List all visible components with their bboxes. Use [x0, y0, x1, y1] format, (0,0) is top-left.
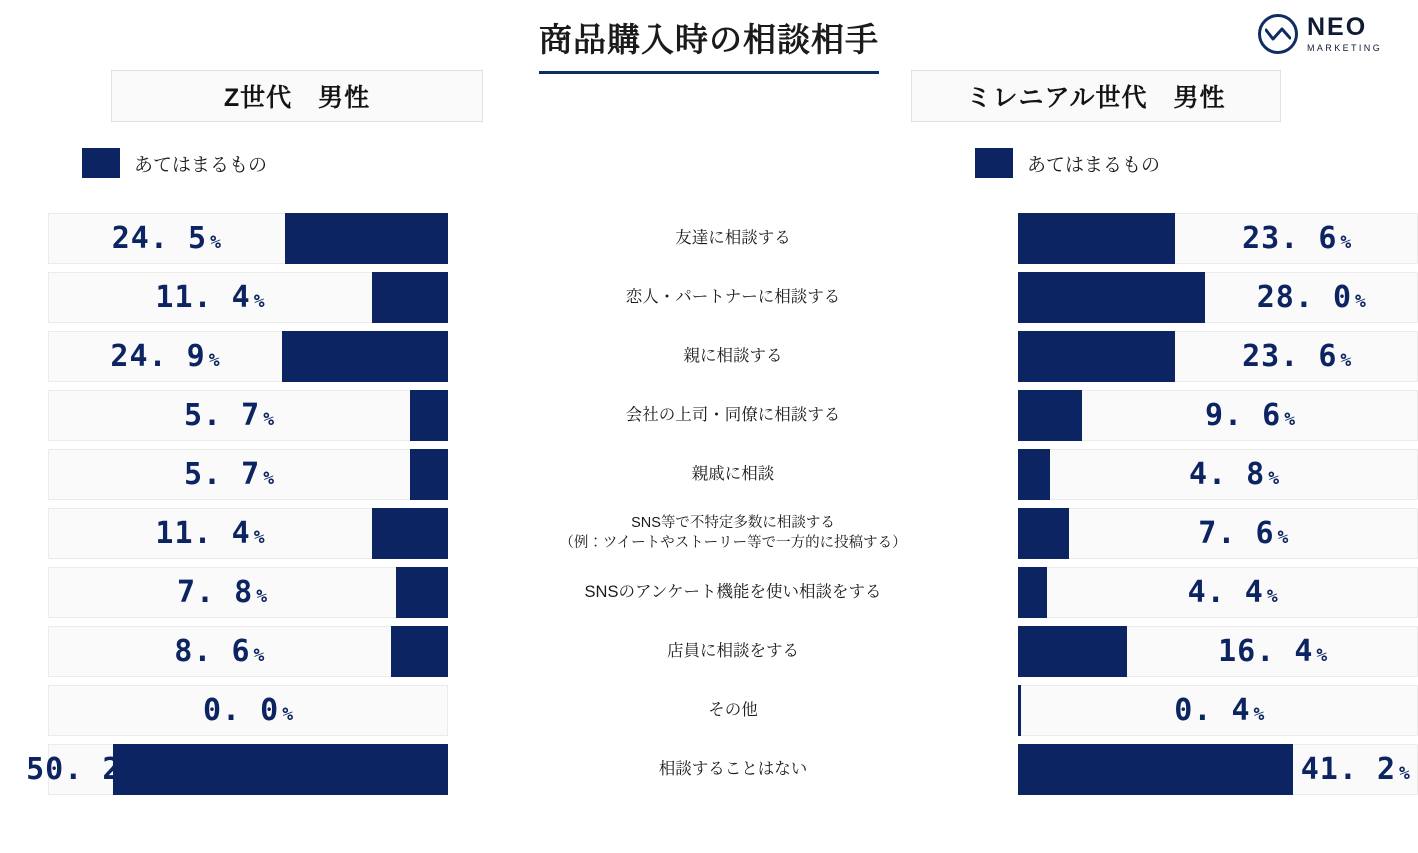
- bar-value-percent-sign: %: [282, 704, 294, 725]
- bar-value-number: 0. 0: [202, 693, 280, 728]
- category-label: SNS等で不特定多数に相談する （例：ツイートやストーリー等で一方的に投稿する）: [559, 514, 907, 551]
- category-label: 親に相談する: [683, 347, 783, 366]
- bar-value-right: [1293, 740, 1418, 799]
- bar-group-right: [1018, 445, 1418, 504]
- bar-group-left: [48, 268, 448, 327]
- bar-value-left: [48, 386, 410, 445]
- bar-left: [285, 213, 448, 264]
- bar-group-left: [48, 681, 448, 740]
- bar-right: [1018, 744, 1293, 795]
- bar-value-percent-sign: %: [1277, 527, 1289, 548]
- bar-value-percent-sign: %: [253, 645, 265, 666]
- category-label: 親戚に相談: [691, 465, 775, 484]
- title-container: [0, 14, 1418, 74]
- bar-value-percent-sign: %: [253, 291, 265, 312]
- bar-group-right: [1018, 209, 1418, 268]
- bar-value-left: [48, 268, 372, 327]
- bar-left: [372, 272, 448, 323]
- bar-value-right: [1050, 445, 1418, 504]
- bar-group-left: [48, 209, 448, 268]
- bar-value-percent-sign: %: [1340, 232, 1352, 253]
- chart-row: [0, 386, 1418, 445]
- logo-subtitle: MARKETING: [1307, 43, 1383, 53]
- bar-value-number: 16. 4: [1218, 634, 1314, 669]
- bar-value-right: [1175, 327, 1418, 386]
- bar-value-number: 41. 2: [1300, 752, 1397, 787]
- bar-value-left: [48, 209, 285, 268]
- bar-left: [113, 744, 448, 795]
- bar-value-number: 7. 6: [1198, 516, 1275, 551]
- bar-value-number: 4. 4: [1187, 575, 1264, 610]
- chart-row: [0, 327, 1418, 386]
- bar-right: [1018, 213, 1175, 264]
- bar-value-right: [1021, 681, 1418, 740]
- bar-group-left: [48, 563, 448, 622]
- category-label: 相談することはない: [658, 760, 808, 779]
- bar-value-left: [48, 445, 410, 504]
- chart-row: [0, 622, 1418, 681]
- page-title: 商品購入時の相談相手: [539, 14, 879, 74]
- bar-value-number: 5. 7: [183, 398, 261, 433]
- column-header-right: ミレニアル世代 男性: [911, 70, 1281, 122]
- logo-name: NEO: [1307, 13, 1368, 41]
- bar-value-percent-sign: %: [256, 586, 268, 607]
- bar-value-number: 4. 8: [1188, 457, 1266, 492]
- bar-value-right: [1205, 268, 1418, 327]
- bar-left: [391, 626, 448, 677]
- bar-group-right: [1018, 386, 1418, 445]
- legend-swatch-icon: [82, 148, 120, 178]
- bar-value-left: [26, 740, 136, 799]
- bar-value-right: [1175, 209, 1418, 268]
- bar-value-right: [1069, 504, 1418, 563]
- bar-value-percent-sign: %: [1355, 291, 1366, 312]
- bar-group-right: [1018, 622, 1418, 681]
- bar-group-left: [48, 445, 448, 504]
- bar-value-left: [48, 563, 396, 622]
- bar-value-number: 24. 9: [110, 339, 206, 374]
- bar-value-number: 11. 4: [155, 280, 251, 315]
- bar-value-number: 11. 4: [155, 516, 251, 551]
- bar-group-right: [1018, 327, 1418, 386]
- bar-group-left: [26, 740, 448, 799]
- bar-value-percent-sign: %: [1253, 704, 1265, 725]
- neo-marketing-logo: [1252, 8, 1400, 60]
- category-label: SNSのアンケート機能を使い相談をする: [584, 583, 882, 602]
- category-label: 会社の上司・同僚に相談する: [625, 406, 841, 425]
- chart-row: [0, 681, 1418, 740]
- bar-left: [282, 331, 448, 382]
- chart-body: [0, 209, 1418, 799]
- bar-value-percent-sign: %: [1266, 586, 1278, 607]
- bar-value-right: [1082, 386, 1418, 445]
- chart-row: [0, 268, 1418, 327]
- bar-right: [1018, 449, 1050, 500]
- bar-value-number: 50. 2: [26, 752, 122, 787]
- neo-circle-wave-icon: [1258, 14, 1298, 54]
- bar-value-percent-sign: %: [210, 232, 221, 253]
- bar-value-percent-sign: %: [1316, 645, 1328, 666]
- bar-value-right: [1127, 622, 1418, 681]
- column-header-left: Z世代 男性: [111, 70, 483, 122]
- bar-value-percent-sign: %: [263, 468, 275, 489]
- category-label: 恋人・パートナーに相談する: [625, 288, 841, 307]
- legend-label-left: あてはまるもの: [134, 154, 268, 176]
- category-label: 店員に相談をする: [667, 642, 799, 661]
- bar-left: [410, 449, 448, 500]
- bar-value-percent-sign: %: [1284, 409, 1296, 430]
- bar-right: [1018, 508, 1069, 559]
- bar-value-percent-sign: %: [1399, 763, 1410, 784]
- logo-text: [1307, 15, 1382, 53]
- bar-right: [1018, 626, 1127, 677]
- legend-left: [82, 148, 267, 178]
- legend-label-right: あてはまるもの: [1027, 154, 1161, 176]
- bar-value-percent-sign: %: [208, 350, 220, 371]
- bar-value-left: [48, 327, 282, 386]
- bar-value-number: 24. 5: [111, 221, 208, 256]
- bar-value-number: 8. 6: [174, 634, 251, 669]
- bar-value-left: [48, 504, 372, 563]
- bar-group-left: [48, 327, 448, 386]
- category-label: その他: [708, 701, 758, 720]
- bar-group-right: [1018, 504, 1418, 563]
- bar-value-percent-sign: %: [253, 527, 265, 548]
- bar-group-right: [1018, 563, 1418, 622]
- bar-value-number: 5. 7: [183, 457, 261, 492]
- chart-row: [0, 740, 1418, 799]
- bar-left: [396, 567, 448, 618]
- bar-value-number: 23. 6: [1242, 221, 1338, 256]
- bar-value-number: 7. 8: [176, 575, 254, 610]
- bar-right: [1018, 331, 1175, 382]
- bar-value-number: 28. 0: [1256, 280, 1353, 315]
- bar-right: [1018, 390, 1082, 441]
- bar-value-right: [1047, 563, 1418, 622]
- bar-value-percent-sign: %: [1268, 468, 1280, 489]
- bar-group-left: [48, 504, 448, 563]
- bar-value-number: 23. 6: [1242, 339, 1338, 374]
- bar-group-right: [1018, 681, 1418, 740]
- bar-value-percent-sign: %: [1340, 350, 1352, 371]
- bar-group-left: [48, 622, 448, 681]
- bar-value-number: 0. 4: [1174, 693, 1251, 728]
- chart-row: [0, 445, 1418, 504]
- legend-right: [975, 148, 1160, 178]
- bar-value-percent-sign: %: [263, 409, 275, 430]
- chart-row: [0, 504, 1418, 563]
- chart-row: [0, 209, 1418, 268]
- category-label: 友達に相談する: [675, 229, 791, 248]
- bar-right: [1018, 567, 1047, 618]
- bar-value-number: 9. 6: [1204, 398, 1282, 433]
- bar-left: [372, 508, 448, 559]
- bar-value-left: [48, 681, 448, 740]
- bar-value-percent-sign: %: [124, 763, 136, 784]
- bar-left: [410, 390, 448, 441]
- chart-row: [0, 563, 1418, 622]
- bar-value-left: [48, 622, 391, 681]
- bar-group-left: [48, 386, 448, 445]
- bar-right: [1018, 272, 1205, 323]
- legend-swatch-icon: [975, 148, 1013, 178]
- bar-group-right: [1018, 268, 1418, 327]
- bar-group-right: [1018, 740, 1418, 799]
